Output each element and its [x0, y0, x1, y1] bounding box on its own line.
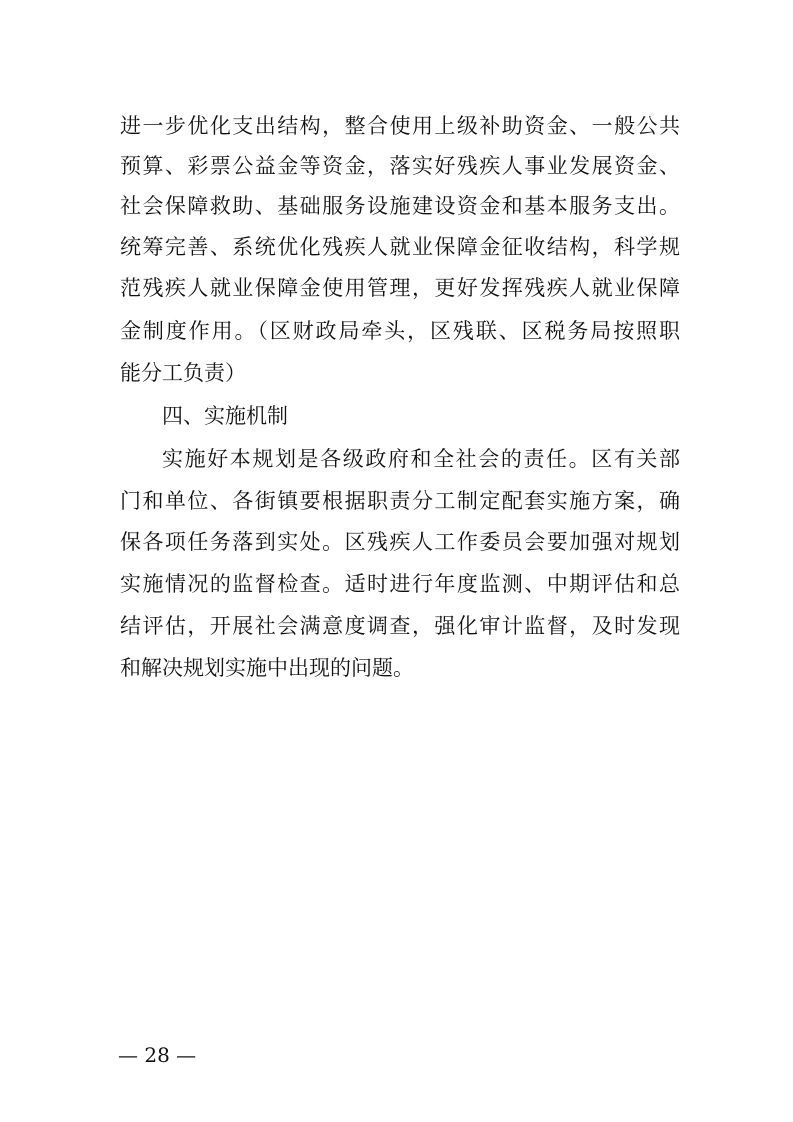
paragraph-line: 统筹完善、系统优化残疾人就业保障金征收结构，科学规: [120, 235, 680, 259]
paragraph-line: 预算、彩票公益金等资金，落实好残疾人事业发展资金、: [120, 154, 680, 178]
paragraph-line: 保各项任务落到实处。区残疾人工作委员会要加强对规划: [120, 530, 680, 554]
paragraph-line: 门和单位、各街镇要根据职责分工制定配套实施方案，确: [120, 489, 680, 513]
section-heading: 四、实施机制: [162, 404, 288, 428]
paragraph-line: 实施好本规划是各级政府和全社会的责任。区有关部: [162, 447, 680, 471]
page-number: — 28 —: [118, 1043, 197, 1067]
paragraph-line: 进一步优化支出结构，整合使用上级补助资金、一般公共: [120, 114, 680, 138]
paragraph-line: 和解决规划实施中出现的问题。: [120, 656, 414, 680]
paragraph-line: 金制度作用。（区财政局牵头，区残联、区税务局按照职: [120, 319, 680, 343]
paragraph-line: 社会保障救助、基础服务设施建设资金和基本服务支出。: [120, 194, 680, 218]
paragraph-line: 实施情况的监督检查。适时进行年度监测、中期评估和总: [120, 572, 680, 596]
paragraph-line: 能分工负责）: [120, 361, 246, 385]
paragraph-line: 范残疾人就业保障金使用管理，更好发挥残疾人就业保障: [120, 276, 680, 300]
paragraph-line: 结评估，开展社会满意度调查，强化审计监督，及时发现: [120, 614, 680, 638]
